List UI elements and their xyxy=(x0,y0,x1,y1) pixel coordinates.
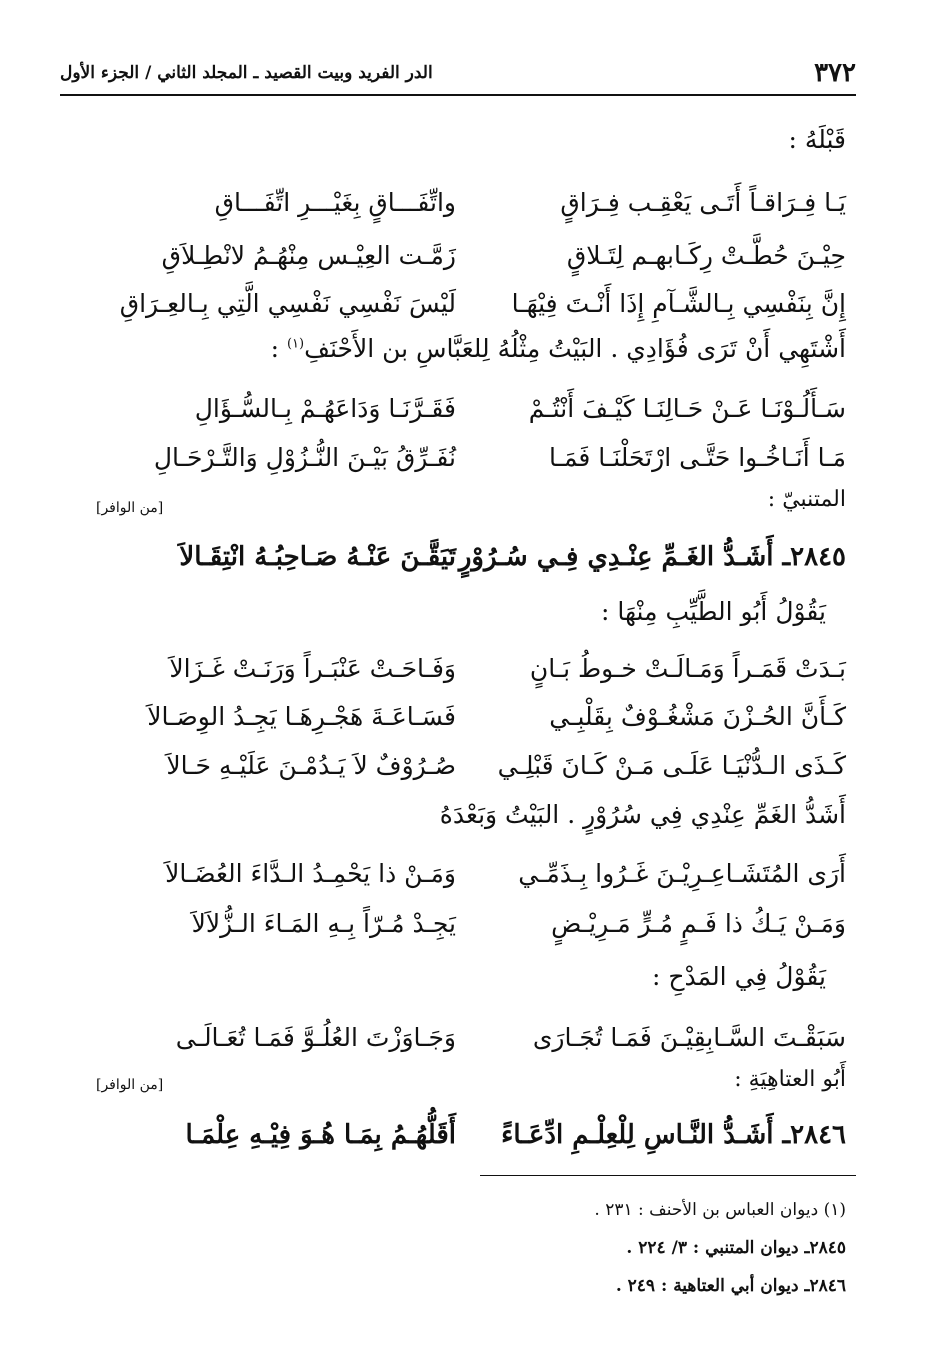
verse-second-hemistich: وَفَـاحَـتْ عَنْبَـراً وَرَنَـتْ غَـزَالاَ xyxy=(169,653,456,683)
verse-first-hemistich: ٢٨٤٥ـ أَشَـدُّ الغَـمِّ عِنْـدِي فِـي سُـرُوْرٍ xyxy=(458,542,846,572)
intro-line: يَقُوْلُ فِي المَدْحِ : xyxy=(651,962,826,991)
verse-line xyxy=(96,648,846,688)
verse-second-hemistich: تَيَقَّـنَ عَنْـهُ صَـاحِبُـهُ انْتِقَـالاَ xyxy=(179,542,456,572)
intro-line xyxy=(96,334,846,363)
verse-first-hemistich: يَـا فِـرَاقـاً أَتَـى يَعْقِـب فِـرَاقٍ xyxy=(560,187,846,217)
verse-second-hemistich: صُـرُوْفٌ لاَ يَـدُمْـنَ عَلَيْـهِ حَـالاَ xyxy=(166,750,456,780)
verse-second-hemistich: يَجِـدْ مُـرّاً بِـهِ المَـاءَ الـزُّلاَلاَ xyxy=(191,908,456,938)
verse-line xyxy=(96,696,846,736)
verse-first-hemistich: سَـأَلُـوْنَـا عَـنْ حَـالِنَـا كَيْـفَ أَنْتُـمْ xyxy=(528,393,846,423)
verse-second-hemistich: أَقَلُّهُـمُ بِمَـا هُـوَ فِيْـهِ عِلْمَـا xyxy=(185,1120,456,1150)
verse-line xyxy=(96,853,846,893)
verse-second-hemistich: لَيْسَ نَفْسِي نَفْسِي الَّتِي بِـالعِـرَاقِ xyxy=(119,288,456,318)
intro-text-end: : xyxy=(270,334,287,363)
verse-line xyxy=(96,1017,846,1057)
verse-first-hemistich: بَـدَتْ قَمَـراً وَمَـالَـتْ خـوطُ بَـانٍ xyxy=(529,653,846,683)
verse-first-hemistich: كَـذَى الـدُّنْيَـا عَلَـى مَـنْ كَـانَ قَبْلِـي xyxy=(497,750,846,780)
verse-second-hemistich: فَقَـرَّنَـا وَدَاعَهُـمْ بِـالسُّـؤَالِ xyxy=(194,393,456,423)
verse-first-hemistich: ٢٨٤٦ـ أَشَـدُّ النَّـاسِ لِلْعِلْـمِ ادِّعَـاءً xyxy=(501,1120,846,1150)
footnote: ٢٨٤٦ـ ديوان أبي العتاهية : ٢٤٩ . xyxy=(615,1276,846,1296)
verse-first-hemistich: وَمَـنْ يَـكُ ذا فَـمٍ مُـرٍّ مَـرِيْـضٍ xyxy=(551,908,846,938)
numbered-verse xyxy=(96,537,846,577)
verse-first-hemistich: كَـأَنَّ الحُـزْنَ مَشْغُـوْفٌ بِقَلْبِـي xyxy=(549,701,846,731)
page-number: ٣٧٢ xyxy=(814,58,856,88)
verse-line xyxy=(96,437,846,477)
running-title: الدر الفريد وبيت القصيد ـ المجلد الثاني / الجزء الأول xyxy=(60,63,433,83)
footnote-separator xyxy=(480,1175,856,1176)
verse-line xyxy=(96,235,846,275)
verse-first-hemistich: أَرَى المُتَشَـاعِـرِيْـنَ غَـرُوا بِـذَمِّـي xyxy=(518,858,846,888)
numbered-verse xyxy=(96,1115,846,1155)
intro-line: يَقُوْلُ أَبُو الطَّيِّبِ مِنْهَا : xyxy=(601,597,826,626)
footnote-ref: (١) xyxy=(286,336,305,352)
verse-second-hemistich: وَمَـنْ ذا يَحْمِـدُ الـدَّاءَ العُضَـالاَ xyxy=(165,858,456,888)
footnote: (١) ديوان العباس بن الأحنف : ٢٣١ . xyxy=(594,1200,846,1220)
verse-second-hemistich: وَجَـاوَزْتَ العُلُـوَّ فَمَـا تُعَـالَـى xyxy=(175,1022,456,1052)
footnote: ٢٨٤٥ـ ديوان المتنبي : ٣/ ٢٢٤ . xyxy=(626,1238,846,1258)
verse-first-hemistich: مَـا أَنَـاخُـوا حَتَّـى ارْتَحَلْنَـا فَمَـا xyxy=(549,442,846,472)
meter-label: [من الوافر] xyxy=(96,1077,164,1093)
intro-text: أَشْتَهِي أَنْ تَرَى فُؤَادِي . البَيْتُ مِثْلُهُ لِلعَبَّاسِ بن الأَحْنَفِ xyxy=(304,334,846,363)
verse-second-hemistich: نُفَـرِّقُ بَيْـنَ النُّـزُوْلِ وَالتَّـرْحَـالِ xyxy=(153,442,456,472)
intro-line: أَشَدُّ الغَمِّ عِنْدِي فِي سُرُوْرٍ . البَيْتُ وَبَعْدَهُ xyxy=(439,800,846,829)
meter-label: [من الوافر] xyxy=(96,500,164,516)
verse-line xyxy=(96,745,846,785)
verse-second-hemistich: واتِّفَـــاقٍ بِغَيْـــرِ اتِّفَـــاقِ xyxy=(214,187,456,217)
verse-second-hemistich: زَمَّـت العِيْـس مِنْهُـمُ لانْطِـلاَقِ xyxy=(161,240,456,270)
verse-line xyxy=(96,903,846,943)
verse-line xyxy=(96,388,846,428)
verse-line xyxy=(96,283,846,323)
intro-line: قَبْلَهُ : xyxy=(788,125,846,154)
verse-second-hemistich: فَسَـاعَـةَ هَجْـرِهَـا يَجِـدُ الوِصَـالاَ xyxy=(147,701,456,731)
verse-first-hemistich: إِنَّ بِنَفْسِي بِـالشَّـآمِ إِذَا أَنْـتَ فِيْهَـا xyxy=(511,288,846,318)
poet-name: أَبُو العتاهِيَةِ : xyxy=(734,1067,846,1092)
poet-name: المتنبيّ : xyxy=(767,487,846,512)
verse-first-hemistich: حِيْـنَ حُطَّـتْ رِكَـابهـم لِتَـلاقٍ xyxy=(566,240,846,270)
verse-line xyxy=(96,182,846,222)
verse-first-hemistich: سَبَقْـتَ السَّـابِقِيْـنَ فَمَـا تُجَـارَى xyxy=(532,1022,846,1052)
page-header xyxy=(60,52,856,96)
